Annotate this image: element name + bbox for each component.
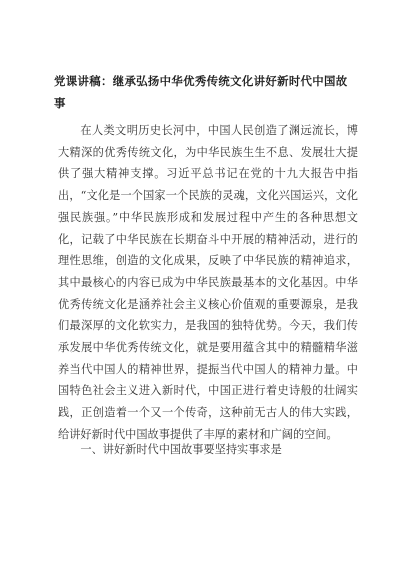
section-heading: 一、讲好新时代中国故事要坚持实事求是 <box>80 443 282 456</box>
body-paragraph: 在人类文明历史长河中，中国人民创造了渊远流长，博大精深的优秀传统文化，为中华民族生生不息、发展壮大提供了强大精神支撑。习近平总书记在党的十九大报告中指出，“文化是一个国家一个民族的灵魂，文化兴国运兴，文化强民族强。”中华民族形成和发展过程中产生的各种思想文化，记载了中华民族在长期奋斗中开展的精神活动，进行的理性思维，创造的文化成果，反映了中华民族的精神追求，其中最核心的内容已成为中华民族最基本的文化基因。中华优秀传统文化是涵养社会主义核心价值观的重要源泉，是我们最深厚的文化软实力，是我国的独特优势。今天，我们传承发展中华优秀传统文化，就是要用蕴含其中的精髓精华滋养当代中国人的精神世界，提振当代中国人的精神力量。中国特色社会主义进入新时代，中国正进行着史诗般的壮阔实践，正创造着一个又一个传奇，这种前无古人的伟大实践，给讲好新时代中国故事提供了丰厚的素材和广阔的空间。 <box>58 124 358 441</box>
document-title: 党课讲稿：继承弘扬中华优秀传统文化讲好新时代中国故事 <box>54 74 348 110</box>
